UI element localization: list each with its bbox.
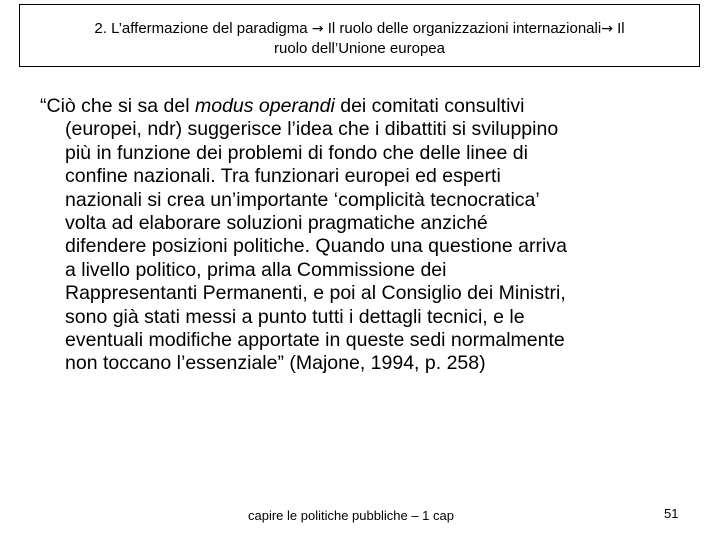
quote-line: difendere posizioni politiche. Quando una questione arriva (65, 235, 567, 258)
title-part-organizzazioni: Il ruolo delle organizzazioni internazionali (327, 20, 602, 37)
quote-line: (europei, ndr) suggerisce l’idea che i dibattiti si sviluppino (65, 118, 559, 141)
title-line-1 (20, 19, 699, 39)
quote-start: “Ciò che si sa del (40, 95, 195, 117)
quote-line: sono già stati messi a punto tutti i dettagli tecnici, e le (65, 305, 525, 328)
title-line-2: ruolo dell’Unione europea (274, 40, 445, 57)
quote-block (40, 95, 715, 376)
quote-line: più in funzione dei problemi di fondo che delle linee di (65, 141, 528, 164)
quote-start-rest: dei comitati consultivi (334, 95, 525, 117)
page-number: 51 (664, 506, 679, 521)
quote-line: confine nazionali. Tra funzionari europei ed esperti (65, 165, 501, 188)
quote-line: a livello politico, prima alla Commissione dei (65, 258, 447, 281)
title-part-il: Il (617, 20, 625, 37)
slide-title (19, 4, 700, 67)
quote-line: eventuali modifiche apportate in queste sedi normalmente (65, 329, 565, 352)
quote-line: Rappresentanti Permanenti, e poi al Consiglio dei Ministri, (65, 282, 566, 305)
quote-emphasis: modus operandi (194, 95, 335, 117)
footer-course-label: capire le politiche pubbliche – 1 cap (248, 508, 454, 523)
arrow-right-icon: → (311, 21, 324, 37)
title-part-paradigma: 2. L’affermazione del paradigma (94, 20, 308, 37)
arrow-right-icon: → (601, 21, 613, 37)
quote-line: volta ad elaborare soluzioni pragmatiche anziché (65, 212, 488, 235)
quote-line: non toccano l’essenziale” (Majone, 1994, p. 258) (65, 352, 486, 375)
quote-line-1 (40, 95, 715, 118)
quote-line: nazionali si crea un’importante ‘complicità tecnocratica’ (65, 188, 540, 211)
